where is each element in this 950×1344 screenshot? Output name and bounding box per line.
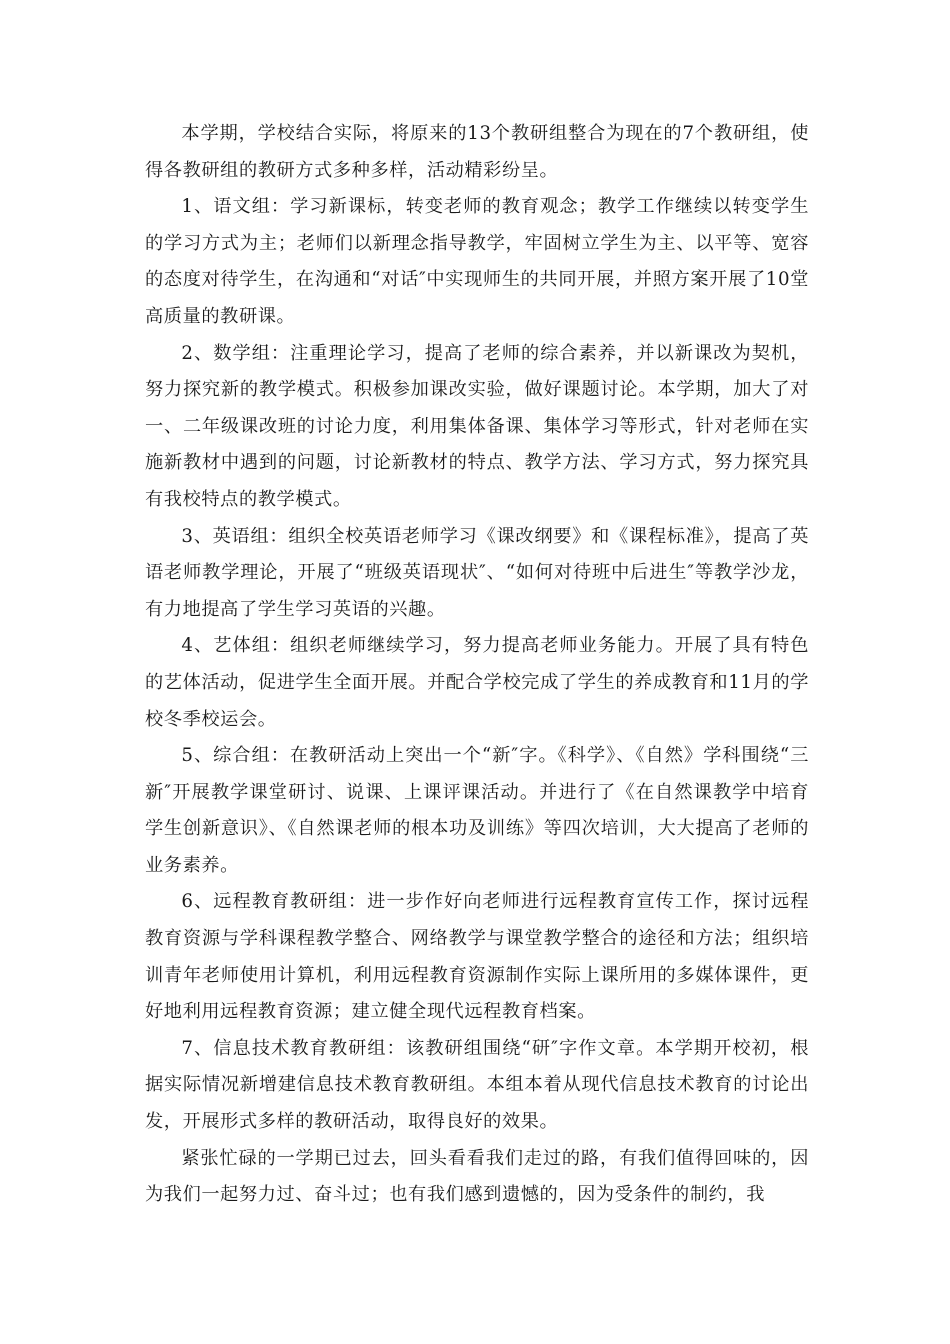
paragraph-comprehensive-group: 5、综合组：在教研活动上突出一个“新″字。《科学》、《自然》学科围绕“三新″开展教学课堂研讨、说课、上课评课活动。并进行了《在自然课教学中培育学生创新意识》、《自然课老师的根本功及训练》等四次培训，大大提高了老师的业务素养。 (145, 745, 809, 876)
paragraph-intro: 本学期，学校结合实际，将原来的13个教研组整合为现在的7个教研组，使得各教研组的教研方式多种多样，活动精彩纷呈。 (145, 123, 809, 181)
paragraph-it-education-group: 7、信息技术教育教研组：该教研组围绕“研″字作文章。本学期开校初，根据实际情况新增建信息技术教育教研组。本组本着从现代信息技术教育的讨论出发，开展形式多样的教研活动，取得良好的效果。 (145, 1037, 809, 1133)
paragraph-english-group: 3、英语组：组织全校英语老师学习《课改纲要》和《课程标准》，提高了英语老师教学理论，开展了“班级英语现状″、“如何对待班中后进生″等教学沙龙，有力地提高了学生学习英语的兴趣。 (145, 525, 809, 620)
paragraph-chinese-group: 1、语文组：学习新课标，转变老师的教育观念；教学工作继续以转变学生的学习方式为主；老师们以新理念指导教学，牢固树立学生为主、以平等、宽容的态度对待学生，在沟通和“对话″中实现师生的共同开展，并照方案开展了10堂高质量的教研课。 (145, 196, 809, 327)
document-body (145, 116, 809, 1214)
paragraph-closing: 紧张忙碌的一学期已过去，回头看看我们走过的路，有我们值得回味的，因为我们一起努力过、奋斗过；也有我们感到遗憾的，因为受条件的制约，我 (145, 1147, 809, 1206)
paragraph-arts-sports-group: 4、艺体组：组织老师继续学习，努力提高老师业务能力。开展了具有特色的艺体活动，促进学生全面开展。并配合学校完成了学生的养成教育和11月的学校冬季校运会。 (145, 635, 809, 730)
paragraph-math-group: 2、数学组：注重理论学习，提高了老师的综合素养，并以新课改为契机，努力探究新的教学模式。积极参加课改实验，做好课题讨论。本学期，加大了对一、二年级课改班的讨论力度，利用集体备课、集体学习等形式，针对老师在实施新教材中遇到的问题，讨论新教材的特点、教学方法、学习方式，努力探究具有我校特点的教学模式。 (145, 342, 809, 510)
paragraph-distance-education-group: 6、远程教育教研组：进一步作好向老师进行远程教育宣传工作，探讨远程教育资源与学科课程教学整合、网络教学与课堂教学整合的途径和方法；组织培训青年老师使用计算机，利用远程教育资源制作实际上课所用的多媒体课件，更好地利用远程教育资源；建立健全现代远程教育档案。 (145, 891, 809, 1023)
